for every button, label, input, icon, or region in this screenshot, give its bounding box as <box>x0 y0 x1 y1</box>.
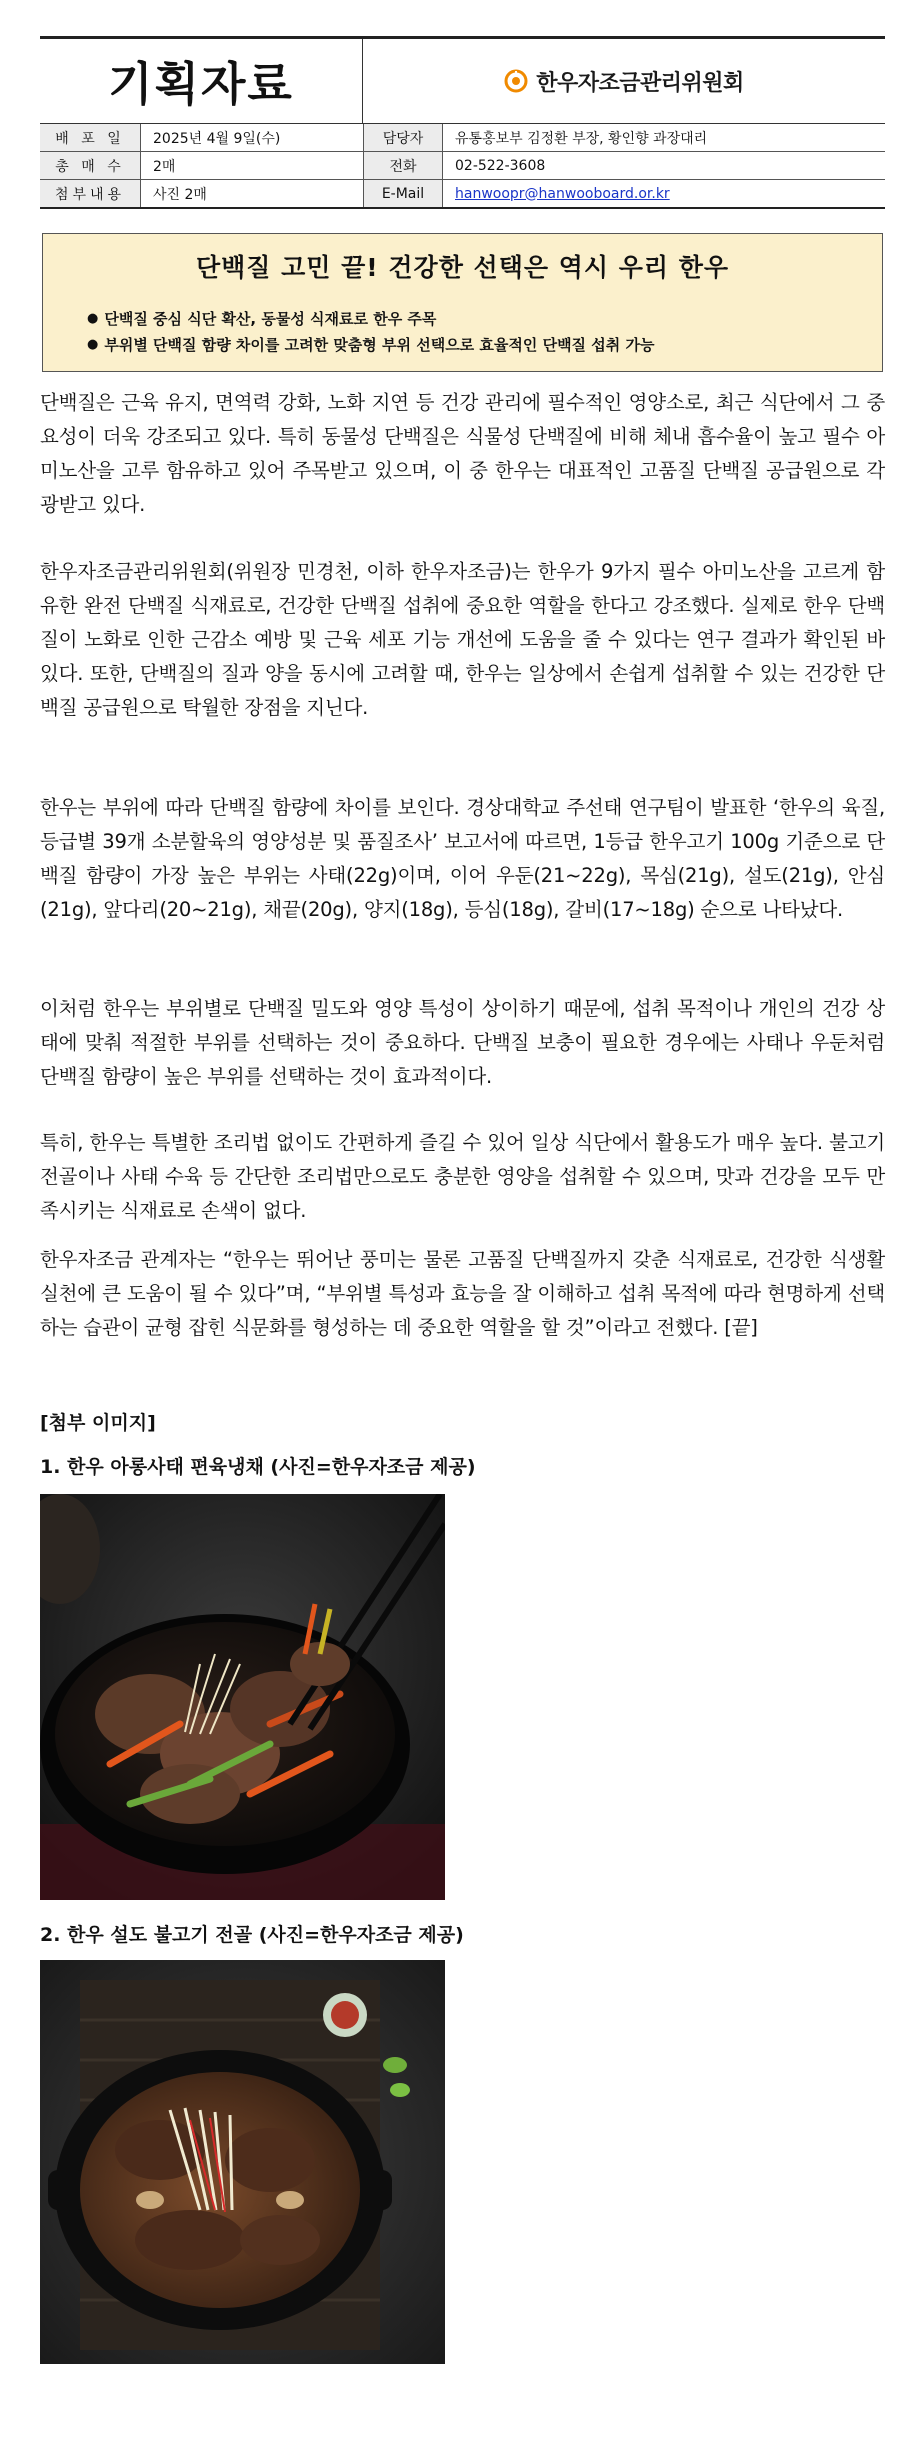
summary-bullets <box>87 306 654 358</box>
bullet-icon: ● <box>87 311 99 326</box>
page-count-label: 총 매 수 <box>40 152 141 179</box>
bulgogi-hotpot-image <box>40 1960 445 2364</box>
contact-person-label: 담당자 <box>364 124 443 151</box>
organization-logo <box>363 39 885 123</box>
body-paragraph: 단백질은 근육 유지, 면역력 강화, 노화 지연 등 건강 관리에 필수적인 영양소로, 최근 식단에서 그 중요성이 더욱 강조되고 있다. 특히 동물성 단백질은 식물성 단백질에 비해 체내 흡수율이 높고 필수 아미노산을 고루 함유하고 있어 주목받고 있으며, 이 중 한우는 대표적인 고품질 단백질 공급원으로 각광받고 있다. <box>40 391 885 516</box>
info-row-distribution <box>40 124 885 152</box>
header-table <box>40 36 885 209</box>
info-row-pages <box>40 152 885 180</box>
photo-caption: 2. 한우 설도 불고기 전골 (사진=한우자조금 제공) <box>40 1924 464 1946</box>
summary-bullet-text: 부위별 단백질 함량 차이를 고려한 맞춤형 부위 선택으로 효율적인 단백질 섭취 가능 <box>104 336 655 354</box>
email-label: E-Mail <box>364 180 443 207</box>
body-paragraph: 특히, 한우는 특별한 조리법 없이도 간편하게 즐길 수 있어 일상 식단에서 활용도가 매우 높다. 불고기 전골이나 사태 수육 등 간단한 조리법만으로도 충분한 영양을 섭취할 수 있으며, 맛과 건강을 모두 만족시키는 식재료로 손색이 없다. <box>40 1131 885 1222</box>
attachment-label: 첨부내용 <box>40 180 141 207</box>
hanwoo-logo-icon <box>504 69 528 93</box>
header-top <box>40 39 885 124</box>
info-row-attachments <box>40 180 885 209</box>
organization-name: 한우자조금관리위원회 <box>536 70 744 96</box>
contact-person-value: 유통홍보부 김정환 부장, 황인향 과장대리 <box>455 130 708 147</box>
body-paragraph: 한우자조금관리위원회(위원장 민경천, 이하 한우자조금)는 한우가 9가지 필수 아미노산을 고르게 함유한 완전 단백질 식재료로, 건강한 단백질 섭취에 중요한 역할을 한다고 강조했다. 실제로 한우 단백질이 노화로 인한 근감소 예방 및 근육 세포 기능 개선에 도움을 줄 수 있다는 연구 결과가 확인된 바 있다. 또한, 단백질의 질과 양을 동시에 고려할 때, 한우는 일상에서 손쉽게 섭취할 수 있는 건강한 단백질 공급원으로 탁월한 장점을 지닌다. <box>40 560 885 719</box>
photo-bulgogi-hotpot <box>40 1960 445 2364</box>
photo-caption: 1. 한우 아롱사태 편육냉채 (사진=한우자조금 제공) <box>40 1456 476 1478</box>
phone-label: 전화 <box>364 152 443 179</box>
phone-value: 02-522-3608 <box>455 157 546 174</box>
attachment-value: 사진 2매 <box>141 180 364 207</box>
summary-bullet-text: 단백질 중심 식단 확산, 동물성 식재료로 한우 주목 <box>104 310 437 328</box>
body-paragraph: 한우는 부위에 따라 단백질 함량에 차이를 보인다. 경상대학교 주선태 연구팀이 발표한 ‘한우의 육질, 등급별 39개 소분할육의 영양성분 및 품질조사’ 보고서에 따르면, 1등급 한우고기 100g 기준으로 단백질 함량이 가장 높은 부위는 사태(22g)이며, 이어 우둔(21~22g), 목심(21g), 설도(21g), 안심(21g), 앞다리(20~21g), 채끝(20g), 양지(18g), 등심(18g), 갈비(17~18g) 순으로 나타났다. <box>40 796 885 921</box>
summary-bullet <box>87 332 654 358</box>
email-link[interactable]: hanwoopr@hanwooboard.or.kr <box>455 185 670 202</box>
page-count-value: 2매 <box>141 152 364 179</box>
beef-shank-dish-image <box>40 1494 445 1900</box>
photo-beef-shank-cold-dish <box>40 1494 445 1900</box>
distribution-date-label: 배 포 일 <box>40 124 141 151</box>
headline: 단백질 고민 끝! 건강한 선택은 역시 우리 한우 <box>195 253 730 282</box>
email-cell <box>443 180 885 207</box>
document-type-title: 기획자료 <box>40 39 363 123</box>
distribution-date-value: 2025년 4월 9일(수) <box>141 124 364 151</box>
attachments-heading: [첨부 이미지] <box>40 1412 156 1434</box>
summary-box <box>42 233 883 372</box>
summary-bullet <box>87 306 654 332</box>
body-paragraph: 한우자조금 관계자는 “한우는 뛰어난 풍미는 물론 고품질 단백질까지 갖춘 식재료로, 건강한 식생활 실천에 큰 도움이 될 수 있다”며, “부위별 특성과 효능을 잘 이해하고 섭취 목적에 따라 현명하게 선택하는 습관이 균형 잡힌 식문화를 형성하는 데 중요한 역할을 할 것”이라고 전했다. [끝] <box>40 1248 885 1339</box>
bullet-icon: ● <box>87 337 99 352</box>
body-paragraph: 이처럼 한우는 부위별로 단백질 밀도와 영양 특성이 상이하기 때문에, 섭취 목적이나 개인의 건강 상태에 맞춰 적절한 부위를 선택하는 것이 중요하다. 단백질 보충이 필요한 경우에는 사태나 우둔처럼 단백질 함량이 높은 부위를 선택하는 것이 효과적이다. <box>40 997 885 1088</box>
